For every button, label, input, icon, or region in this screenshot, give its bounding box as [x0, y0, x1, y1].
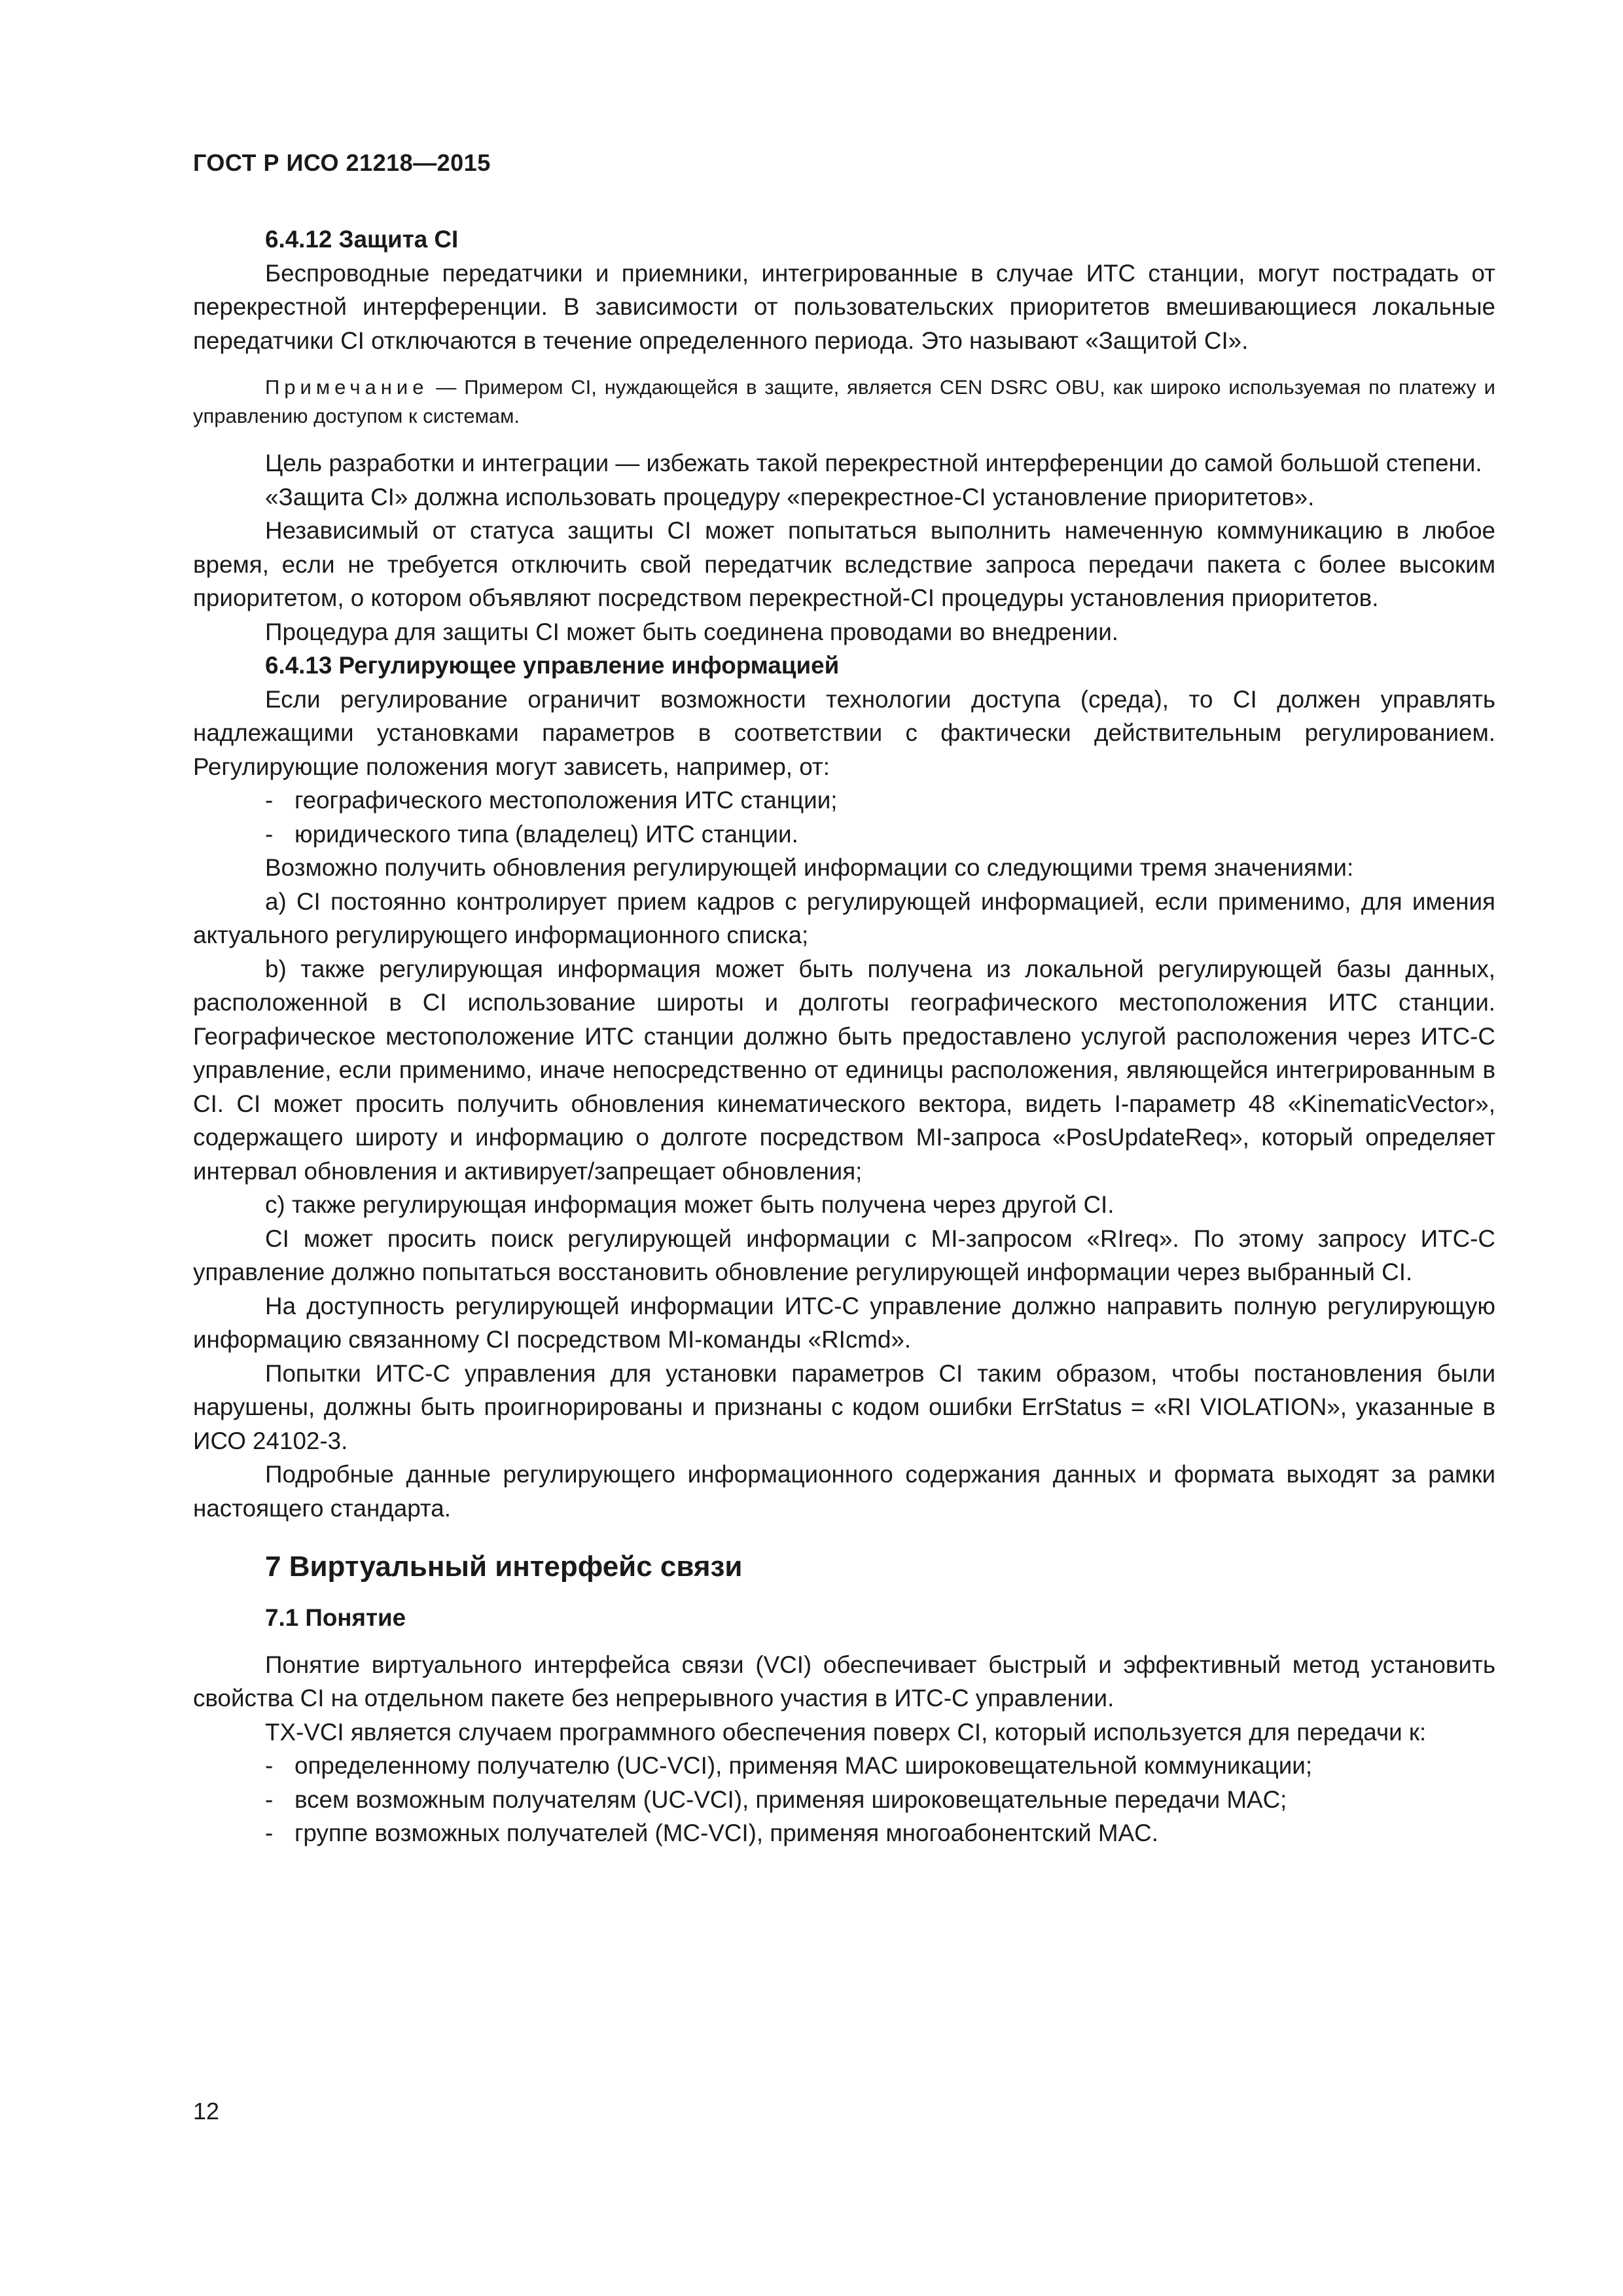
section-7-1-heading: 7.1 Понятие: [265, 1604, 406, 1631]
paragraph: CI может просить поиск регулирующей информации с MI-запросом «RIreq». По этому запросу ИТС-С управление должно попытаться восстановить обновление регулирующей информации через выбранный CI.: [193, 1225, 1495, 1285]
note-text: — Примером CI, нуждающейся в защите, является CEN DSRC OBU, как широко используемая по платежу и управлению доступом к системам.: [193, 376, 1495, 427]
paragraph: На доступность регулирующей информации ИТС-С управление должно направить полную регулирующую информацию связанному CI посредством MI-команды «RIcmd».: [193, 1292, 1495, 1353]
section-6-4-13-heading: 6.4.13 Регулирующее управление информацией: [265, 652, 840, 679]
paragraph: Беспроводные передатчики и приемники, интегрированные в случае ИТС станции, могут пострадать от перекрестной интерференции. В зависимости от пользовательских приоритетов вмешивающиеся локальные передатчики CI отключаются в течение определенного периода. Это называют «Защитой CI».: [193, 259, 1495, 354]
section-6-4-12-heading: 6.4.12 Защита CI: [265, 226, 459, 253]
page-number: 12: [193, 2098, 220, 2125]
list-item: - географического местоположения ИТС станции;: [265, 787, 838, 814]
paragraph: Понятие виртуального интерфейса связи (VCI) обеспечивает быстрый и эффективный метод установить свойства CI на отдельном пакете без непрерывного участия в ИТС-С управлении.: [193, 1651, 1495, 1712]
paragraph: Если регулирование ограничит возможности технологии доступа (среда), то CI должен управлять надлежащими установками параметров в соответствии с фактически действительным регулированием. Регулирующие положения могут зависеть, например, от:: [193, 685, 1495, 780]
document-header: ГОСТ Р ИСО 21218—2015: [193, 149, 491, 176]
note-label: Примечание: [265, 376, 429, 399]
document-body: [193, 223, 1495, 1850]
paragraph: Цель разработки и интеграции — избежать такой перекрестной интерференции до самой большой степени.: [265, 450, 1482, 476]
list-item: - всем возможным получателям (UC-VCI), применяя широковещательные передачи MAC;: [265, 1785, 1287, 1813]
paragraph: Возможно получить обновления регулирующей информации со следующими тремя значениями:: [265, 854, 1354, 881]
paragraph: Подробные данные регулирующего информационного содержания данных и формата выходят за рамки настоящего стандарта.: [193, 1461, 1495, 1522]
section-7-heading: 7 Виртуальный интерфейс связи: [265, 1551, 743, 1583]
list-item-a: a) CI постоянно контролирует прием кадров с регулирующей информацией, если применимо, для имения актуального регулирующего информационного списка;: [193, 888, 1495, 948]
list-item: - юридического типа (владелец) ИТС станции.: [265, 820, 798, 848]
list-item-b: b) также регулирующая информация может быть получена из локальной регулирующей базы данных, расположенной в CI использование широты и долготы географического местоположения ИТС станции. Географическое местоположение ИТС станции должно быть предоставлено услугой расположения через ИТС-С управление, если применимо, иначе непосредственно от единицы расположения, являющейся интегрированным в CI. CI может просить получить обновления кинематического вектора, видеть I-параметр 48 «KinematicVector», содержащего широту и информацию о долготе посредством MI-запроса «PosUpdateReq», который определяет интервал обновления и активирует/запрещает обновления;: [193, 955, 1495, 1185]
list-item: - группе возможных получателей (MC-VCI), применяя многоабонентский MAC.: [265, 1820, 1158, 1846]
paragraph: Попытки ИТС-С управления для установки параметров CI таким образом, чтобы постановления были нарушены, должны быть проигнорированы и признаны с кодом ошибки ErrStatus = «RI VIOLATION», указанные в ИСО 24102-3.: [193, 1359, 1495, 1454]
paragraph: Независимый от статуса защиты CI может попытаться выполнить намеченную коммуникацию в любое время, если не требуется отключить свой передатчик вследствие запроса передачи пакета с более высоким приоритетом, о котором объявляют посредством перекрестной-CI процедуры установления приоритетов.: [193, 517, 1495, 611]
paragraph: TX-VCI является случаем программного обеспечения поверх CI, который используется для передачи к:: [265, 1718, 1427, 1746]
list-item-c: c) также регулирующая информация может быть получена через другой CI.: [265, 1191, 1115, 1218]
paragraph: Процедура для защиты CI может быть соединена проводами во внедрении.: [265, 618, 1118, 645]
list-item: - определенному получателю (UC-VCI), применяя MAC широковещательной коммуникации;: [265, 1752, 1313, 1779]
paragraph: «Защита CI» должна использовать процедуру «перекрестное-CI установление приоритетов».: [265, 483, 1315, 511]
note: [193, 373, 1495, 431]
